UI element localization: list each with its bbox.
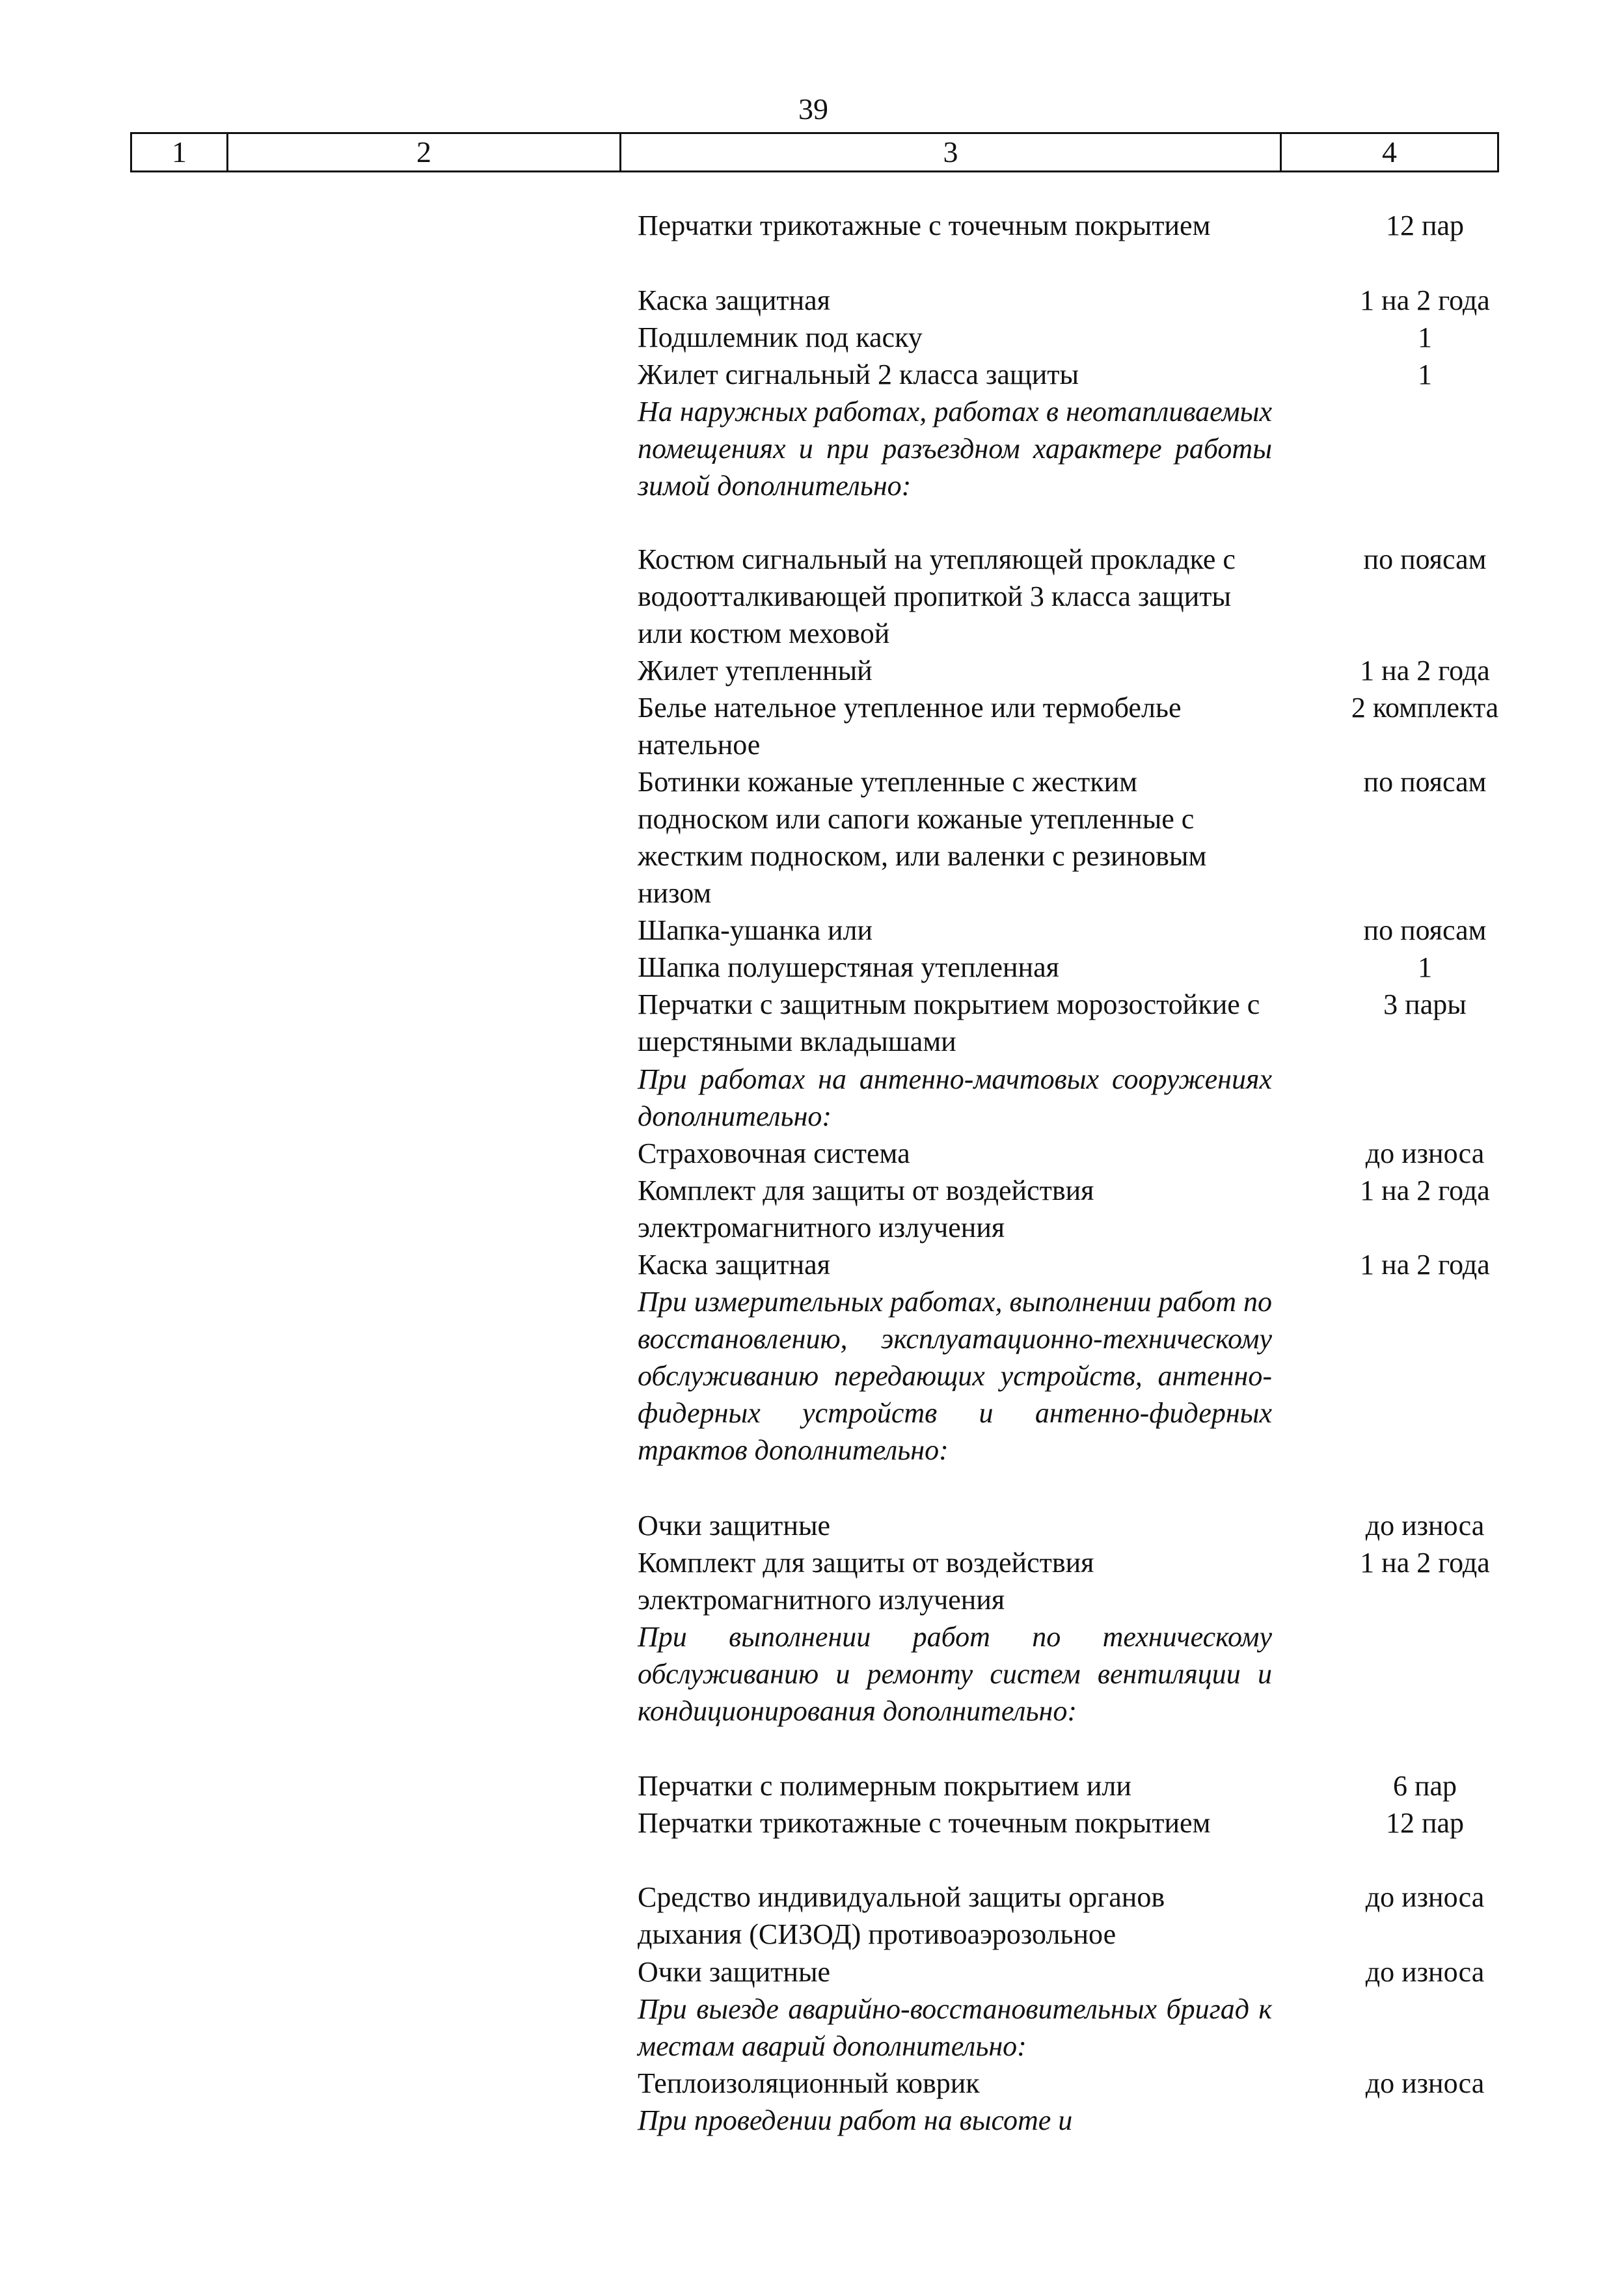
section-heading: При измерительных работах, выполнении работ по восстановлению, эксплуатационно-техническому обслуживанию передающих устройств, антенно-фидерных устройств и антенно-фидерных трактов дополнительно:: [638, 1286, 1272, 1466]
item-quantity: по поясам: [1363, 543, 1487, 575]
item-row: [638, 1804, 1536, 1841]
item-name: Жилет сигнальный 2 класса защиты: [638, 359, 1079, 390]
column-header-1: 1: [132, 134, 228, 170]
item-quantity: 12 пар: [1385, 210, 1465, 241]
item-name: Средство индивидуальной защиты органов дыхания (СИЗОД) противоаэрозольное: [638, 1881, 1165, 1950]
item-row: [638, 1507, 1536, 1544]
section-heading: При работах на антенно-мачтовых сооружениях дополнительно:: [638, 1063, 1272, 1132]
item-row: [638, 319, 1536, 356]
item-name: Шапка полушерстяная утепленная: [638, 951, 1059, 983]
section-heading: На наружных работах, работах в неотапливаемых помещениях и при разъездном характере работы зимой дополнительно:: [638, 396, 1272, 502]
item-name: Страховочная система: [638, 1137, 910, 1169]
item-row: [638, 689, 1536, 763]
item-name: Перчатки с защитным покрытием морозостойкие с шерстяными вкладышами: [638, 988, 1260, 1057]
item-name: Каска защитная: [638, 1249, 830, 1281]
item-row: [638, 1953, 1536, 1990]
item-quantity: 3 пары: [1383, 988, 1467, 1020]
item-row: [638, 207, 1536, 244]
item-quantity: по поясам: [1363, 766, 1487, 798]
item-quantity: 1: [1418, 951, 1432, 983]
section-heading-row: [638, 2102, 1536, 2139]
item-name: Перчатки с полимерным покрытием или: [638, 1770, 1131, 1802]
item-quantity: 1 на 2 года: [1360, 1249, 1490, 1281]
item-quantity: до износа: [1365, 1881, 1485, 1913]
item-name: Перчатки трикотажные с точечным покрытием: [638, 210, 1211, 241]
column-header-3: 3: [621, 134, 1282, 170]
item-quantity: 1 на 2 года: [1360, 1547, 1490, 1579]
item-row: [638, 986, 1536, 1060]
item-quantity: до износа: [1365, 1137, 1485, 1169]
item-row: [638, 1135, 1536, 1172]
item-name: Комплект для защиты от воздействия электромагнитного излучения: [638, 1547, 1094, 1616]
item-row: [638, 1767, 1536, 1804]
item-quantity: 2 комплекта: [1351, 692, 1499, 724]
item-quantity: 6 пар: [1392, 1770, 1457, 1802]
column-header-4: 4: [1382, 135, 1397, 169]
item-row: [638, 541, 1536, 652]
item-row: [638, 652, 1536, 689]
item-name: Комплект для защиты от воздействия электромагнитного излучения: [638, 1175, 1094, 1243]
section-heading: При проведении работ на высоте и: [638, 2104, 1073, 2136]
item-name: Ботинки кожаные утепленные с жестким подноском или сапоги кожаные утепленные с жестким подноском, или валенки с резиновым низом: [638, 766, 1207, 909]
item-row: [638, 1879, 1536, 1953]
item-row: [638, 356, 1536, 393]
item-quantity: 12 пар: [1385, 1807, 1465, 1839]
section-heading: При выезде аварийно-восстановительных бригад к местам аварий дополнительно:: [638, 1993, 1272, 2062]
item-name: Теплоизоляционный коврик: [638, 2067, 980, 2099]
item-row: [638, 1172, 1536, 1246]
item-name: Белье нательное утепленное или термобелье нательное: [638, 692, 1182, 761]
item-row: [638, 1544, 1536, 1618]
item-quantity: 1: [1418, 359, 1432, 390]
item-row: [638, 949, 1536, 986]
page-number: 39: [798, 92, 828, 126]
item-name: Каска защитная: [638, 284, 830, 316]
item-quantity: 1 на 2 года: [1360, 284, 1490, 316]
item-name: Шапка-ушанка или: [638, 914, 873, 946]
item-name: Костюм сигнальный на утепляющей прокладке с водоотталкивающей пропиткой 3 класса защиты или костюм меховой: [638, 543, 1236, 649]
item-quantity: 1 на 2 года: [1360, 1175, 1490, 1206]
item-name: Перчатки трикотажные с точечным покрытием: [638, 1807, 1211, 1839]
item-name: Подшлемник под каску: [638, 321, 923, 353]
section-heading: При выполнении работ по техническому обслуживанию и ремонту систем вентиляции и кондиционирования дополнительно:: [638, 1621, 1272, 1727]
section-heading-row: [638, 393, 1536, 504]
item-row: [638, 282, 1536, 319]
item-quantity: до износа: [1365, 2067, 1485, 2099]
item-row: [638, 763, 1536, 912]
section-heading-row: [638, 1283, 1536, 1469]
item-name: Очки защитные: [638, 1956, 831, 1988]
item-row: [638, 1246, 1536, 1283]
item-row: [638, 912, 1536, 949]
column-header-2: 2: [228, 134, 621, 170]
item-name: Очки защитные: [638, 1510, 831, 1542]
item-quantity: по поясам: [1363, 914, 1487, 946]
item-quantity: до износа: [1365, 1956, 1485, 1988]
section-heading-row: [638, 1618, 1536, 1730]
item-quantity: 1 на 2 года: [1360, 655, 1490, 686]
item-quantity: до износа: [1365, 1510, 1485, 1542]
item-name: Жилет утепленный: [638, 655, 873, 686]
item-quantity: 1: [1418, 321, 1432, 353]
section-heading-row: [638, 1061, 1536, 1135]
item-row: [638, 2065, 1536, 2102]
section-heading-row: [638, 1990, 1536, 2065]
